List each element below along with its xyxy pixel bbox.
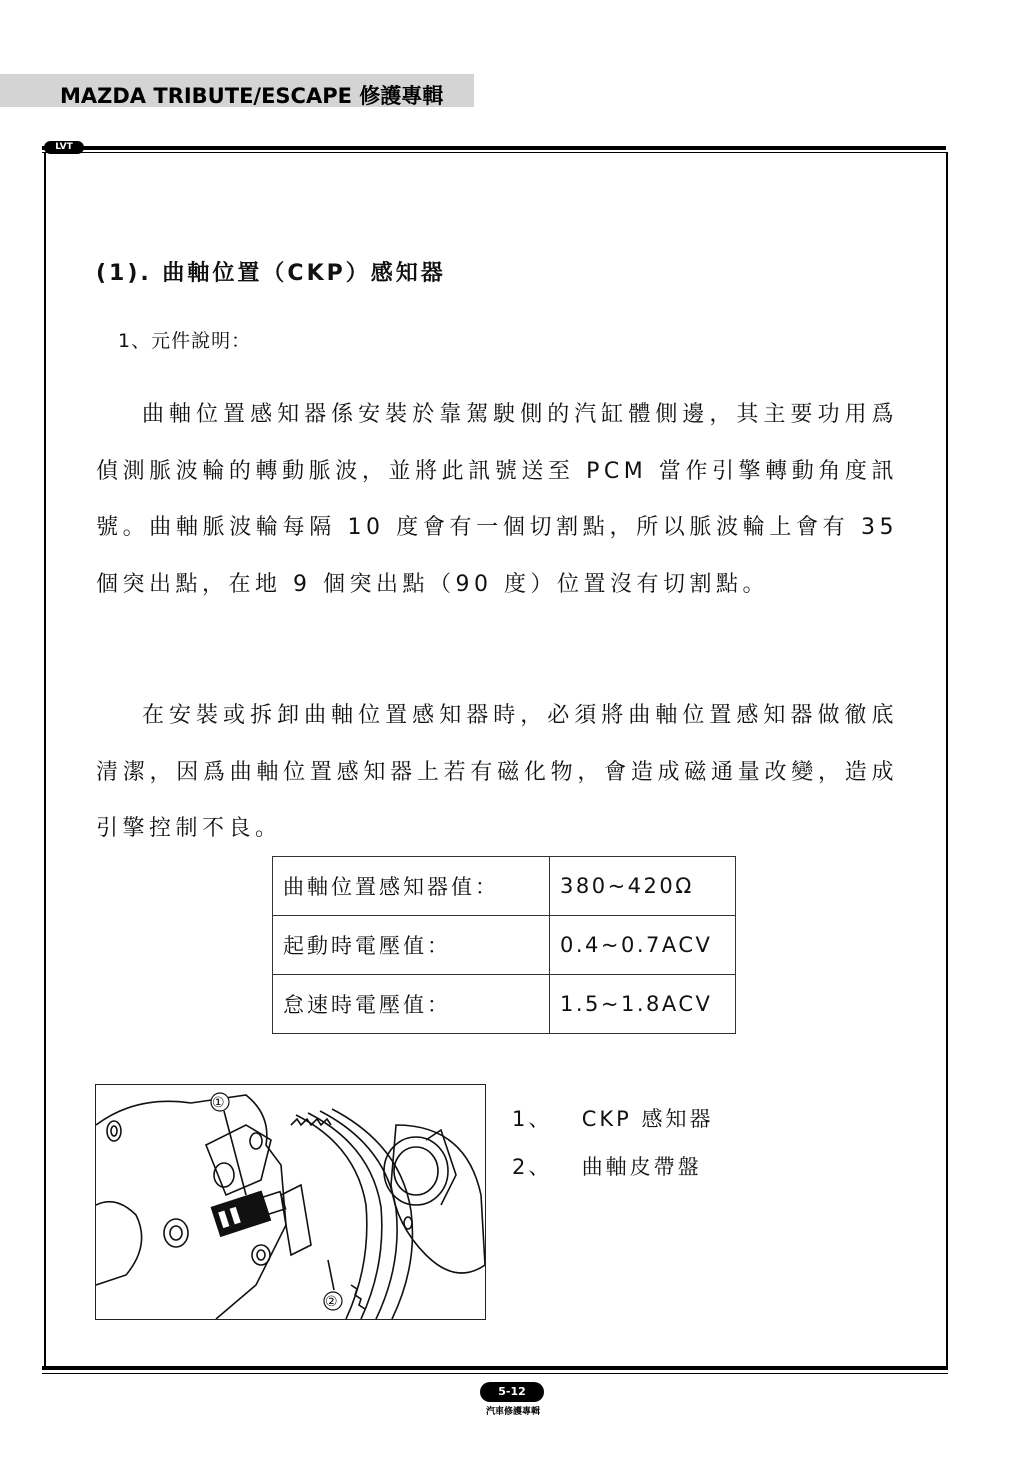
header-title: MAZDA TRIBUTE/ESCAPE 修護專輯 [60,84,444,108]
ckp-sensor-figure [95,1084,486,1320]
engine-drawing [96,1085,485,1319]
top-rule [42,146,946,150]
spec-value: 1.5~1.8ACV [550,975,736,1034]
spec-table [272,856,736,1034]
page-number-badge: 5-12 [480,1382,544,1402]
spec-value: 380~420Ω [550,857,736,916]
spec-label: 曲軸位置感知器值： [273,857,550,916]
paragraph-description: 曲軸位置感知器係安裝於靠駕駛側的汽缸體側邊，其主要功用爲偵測脈波輪的轉動脈波，並將此訊號送至 PCM 當作引擎轉動角度訊號。曲軸脈波輪每隔 10 度會有一個切割點，所以脈波輪上會有 35 個突出點，在地 9 個突出點（90 度）位置沒有切割點。 [96,402,898,597]
bottom-rule [42,1366,948,1370]
spec-label: 起動時電壓值： [273,916,550,975]
legend-item [512,1103,713,1133]
spec-value: 0.4~0.7ACV [550,916,736,975]
section-title: (1). 曲軸位置（CKP）感知器 [96,261,446,286]
bottom-rule-thin [42,1373,948,1374]
legend-item [512,1151,702,1181]
table-row [273,975,736,1034]
spec-label: 怠速時電壓值： [273,975,550,1034]
callout-1: ① [212,1095,225,1111]
legend-number: 1、 [512,1107,553,1131]
publisher-logo: LVT [44,141,84,154]
legend-text: 曲軸皮帶盤 [581,1155,702,1179]
legend-text: CKP 感知器 [581,1107,714,1131]
table-row [273,916,736,975]
subsection-title: 1、元件說明： [118,330,252,352]
paragraph-installation-note: 在安裝或拆卸曲軸位置感知器時，必須將曲軸位置感知器做徹底清潔，因爲曲軸位置感知器上若有磁化物，會造成磁通量改變，造成引擎控制不良。 [96,703,898,841]
table-row [273,857,736,916]
callout-2: ② [325,1294,338,1310]
legend-number: 2、 [512,1155,553,1179]
publisher-name: 汽車修護專輯 [485,1407,540,1417]
